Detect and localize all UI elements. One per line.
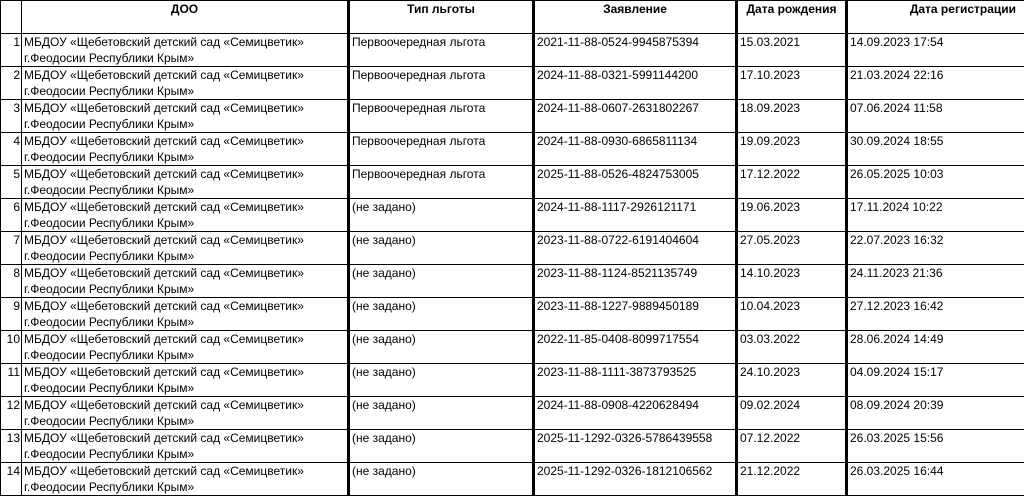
row-registration-date: 30.09.2024 18:55 — [847, 133, 1024, 166]
row-birth-date: 03.03.2022 — [737, 331, 847, 364]
row-benefit-type: (не задано) — [349, 397, 534, 430]
row-benefit-type: (не задано) — [349, 199, 534, 232]
row-birth-date: 15.03.2021 — [737, 34, 847, 67]
row-number: 7 — [1, 232, 22, 265]
row-doo: МБДОУ «Щебетовский детский сад «Семицветик» г.Феодосии Республики Крым» — [22, 199, 349, 232]
row-birth-date: 09.02.2024 — [737, 397, 847, 430]
row-benefit-type: Первоочередная льгота — [349, 34, 534, 67]
row-benefit-type: (не задано) — [349, 430, 534, 463]
table-row — [1, 364, 1024, 397]
row-registration-date: 27.12.2023 16:42 — [847, 298, 1024, 331]
row-benefit-type: (не задано) — [349, 265, 534, 298]
row-benefit-type: Первоочередная льгота — [349, 67, 534, 100]
row-number: 8 — [1, 265, 22, 298]
table-row — [1, 67, 1024, 100]
row-number: 9 — [1, 298, 22, 331]
row-birth-date: 19.06.2023 — [737, 199, 847, 232]
row-application: 2024-11-88-0321-5991144200 — [534, 67, 737, 100]
row-benefit-type: (не задано) — [349, 331, 534, 364]
table-row — [1, 133, 1024, 166]
row-number: 2 — [1, 67, 22, 100]
row-registration-date: 08.09.2024 20:39 — [847, 397, 1024, 430]
row-doo: МБДОУ «Щебетовский детский сад «Семицветик» г.Феодосии Республики Крым» — [22, 100, 349, 133]
row-application: 2023-11-88-0722-6191404604 — [534, 232, 737, 265]
row-benefit-type: Первоочередная льгота — [349, 166, 534, 199]
row-birth-date: 27.05.2023 — [737, 232, 847, 265]
row-registration-date: 04.09.2024 15:17 — [847, 364, 1024, 397]
row-application: 2021-11-88-0524-9945875394 — [534, 34, 737, 67]
table-row — [1, 34, 1024, 67]
table-row — [1, 265, 1024, 298]
row-application: 2024-11-88-0908-4220628494 — [534, 397, 737, 430]
row-doo: МБДОУ «Щебетовский детский сад «Семицветик» г.Феодосии Республики Крым» — [22, 397, 349, 430]
row-application: 2025-11-1292-0326-1812106562 — [534, 463, 737, 496]
row-number: 4 — [1, 133, 22, 166]
row-birth-date: 14.10.2023 — [737, 265, 847, 298]
row-application: 2025-11-1292-0326-5786439558 — [534, 430, 737, 463]
table-row — [1, 100, 1024, 133]
row-number: 1 — [1, 34, 22, 67]
table-row — [1, 331, 1024, 364]
row-doo: МБДОУ «Щебетовский детский сад «Семицветик» г.Феодосии Республики Крым» — [22, 463, 349, 496]
table-row — [1, 166, 1024, 199]
row-number: 13 — [1, 430, 22, 463]
table-row — [1, 232, 1024, 265]
row-number: 10 — [1, 331, 22, 364]
row-number: 11 — [1, 364, 22, 397]
table-row — [1, 430, 1024, 463]
row-registration-date: 07.06.2024 11:58 — [847, 100, 1024, 133]
row-doo: МБДОУ «Щебетовский детский сад «Семицветик» г.Феодосии Республики Крым» — [22, 265, 349, 298]
row-application: 2022-11-85-0408-8099717554 — [534, 331, 737, 364]
row-number: 12 — [1, 397, 22, 430]
row-registration-date: 26.05.2025 10:03 — [847, 166, 1024, 199]
row-doo: МБДОУ «Щебетовский детский сад «Семицветик» г.Феодосии Республики Крым» — [22, 133, 349, 166]
row-application: 2024-11-88-0930-6865811134 — [534, 133, 737, 166]
header-doo: ДОО — [22, 1, 349, 34]
header-row — [1, 1, 1024, 34]
row-registration-date: 21.03.2024 22:16 — [847, 67, 1024, 100]
row-birth-date: 19.09.2023 — [737, 133, 847, 166]
row-application: 2024-11-88-1117-2926121171 — [534, 199, 737, 232]
row-doo: МБДОУ «Щебетовский детский сад «Семицветик» г.Феодосии Республики Крым» — [22, 430, 349, 463]
row-doo: МБДОУ «Щебетовский детский сад «Семицветик» г.Феодосии Республики Крым» — [22, 364, 349, 397]
table-row — [1, 397, 1024, 430]
row-doo: МБДОУ «Щебетовский детский сад «Семицветик» г.Феодосии Республики Крым» — [22, 34, 349, 67]
row-birth-date: 17.10.2023 — [737, 67, 847, 100]
row-benefit-type: Первоочередная льгота — [349, 100, 534, 133]
row-birth-date: 21.12.2022 — [737, 463, 847, 496]
row-birth-date: 10.04.2023 — [737, 298, 847, 331]
row-birth-date: 18.09.2023 — [737, 100, 847, 133]
row-doo: МБДОУ «Щебетовский детский сад «Семицветик» г.Феодосии Республики Крым» — [22, 298, 349, 331]
row-benefit-type: Первоочередная льгота — [349, 133, 534, 166]
row-doo: МБДОУ «Щебетовский детский сад «Семицветик» г.Феодосии Республики Крым» — [22, 67, 349, 100]
row-doo: МБДОУ «Щебетовский детский сад «Семицветик» г.Феодосии Республики Крым» — [22, 166, 349, 199]
row-registration-date: 26.03.2025 15:56 — [847, 430, 1024, 463]
row-application: 2023-11-88-1124-8521135749 — [534, 265, 737, 298]
header-num — [1, 1, 22, 34]
row-registration-date: 17.11.2024 10:22 — [847, 199, 1024, 232]
row-number: 3 — [1, 100, 22, 133]
row-birth-date: 07.12.2022 — [737, 430, 847, 463]
row-birth-date: 24.10.2023 — [737, 364, 847, 397]
row-benefit-type: (не задано) — [349, 232, 534, 265]
row-benefit-type: (не задано) — [349, 364, 534, 397]
header-application: Заявление — [534, 1, 737, 34]
row-doo: МБДОУ «Щебетовский детский сад «Семицветик» г.Феодосии Республики Крым» — [22, 232, 349, 265]
row-application: 2023-11-88-1227-9889450189 — [534, 298, 737, 331]
table-row — [1, 199, 1024, 232]
row-registration-date: 24.11.2023 21:36 — [847, 265, 1024, 298]
row-application: 2024-11-88-0607-2631802267 — [534, 100, 737, 133]
table-row — [1, 298, 1024, 331]
row-registration-date: 22.07.2023 16:32 — [847, 232, 1024, 265]
row-number: 5 — [1, 166, 22, 199]
row-application: 2025-11-88-0526-4824753005 — [534, 166, 737, 199]
row-registration-date: 14.09.2023 17:54 — [847, 34, 1024, 67]
row-number: 14 — [1, 463, 22, 496]
row-benefit-type: (не задано) — [349, 463, 534, 496]
row-number: 6 — [1, 199, 22, 232]
header-birth-date: Дата рождения — [737, 1, 847, 34]
row-benefit-type: (не задано) — [349, 298, 534, 331]
row-application: 2023-11-88-1111-3873793525 — [534, 364, 737, 397]
table-row — [1, 463, 1024, 496]
row-birth-date: 17.12.2022 — [737, 166, 847, 199]
row-registration-date: 28.06.2024 14:49 — [847, 331, 1024, 364]
header-benefit-type: Тип льготы — [349, 1, 534, 34]
row-registration-date: 26.03.2025 16:44 — [847, 463, 1024, 496]
header-registration-date: Дата регистрации — [847, 1, 1024, 34]
row-doo: МБДОУ «Щебетовский детский сад «Семицветик» г.Феодосии Республики Крым» — [22, 331, 349, 364]
